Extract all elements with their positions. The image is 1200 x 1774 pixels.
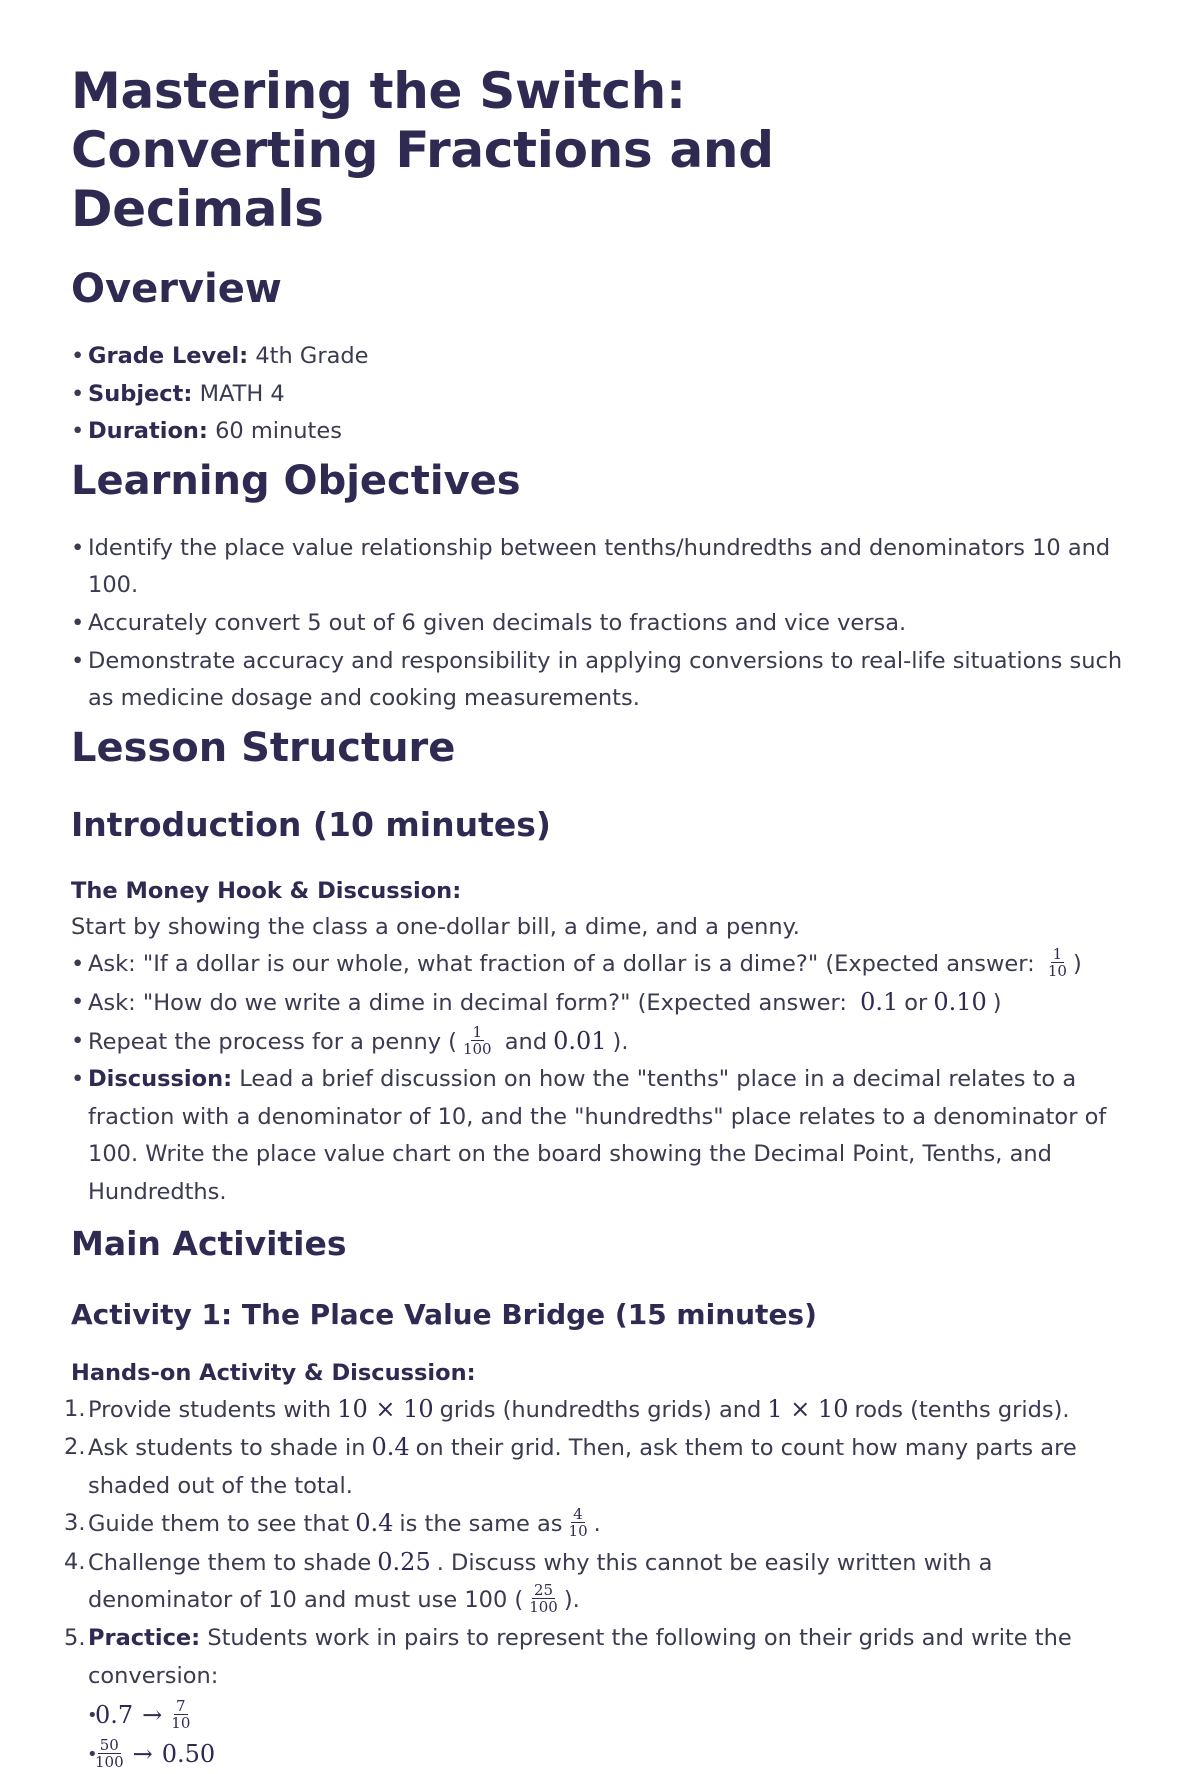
lesson-plan-page <box>64 62 1131 1774</box>
list-item: 3. Guide them to see that 0.4 is the same as $\frac{4}{10}$ . <box>64 1505 601 1541</box>
fraction: $\frac{25}{100}$ <box>529 1581 558 1617</box>
list-item: 1. Provide students with 10 × 10 grids (hundredths grids) and 1 × 10 rods (tenths grids). <box>64 1394 1070 1423</box>
main-activities-heading: Main Activities <box>71 1223 347 1263</box>
lesson-structure-heading: Lesson Structure <box>71 724 456 771</box>
fraction: $\frac{7}{10}$ <box>171 1697 191 1733</box>
list-item: • Subject: MATH 4 <box>71 376 1131 414</box>
list-item: • Duration: 60 minutes <box>71 413 1131 451</box>
intro-lead: Start by showing the class a one-dollar bill, a dime, and a penny. <box>71 913 800 940</box>
objectives-list <box>71 530 1131 718</box>
activity-1-heading: Activity 1: The Place Value Bridge (15 minutes) <box>71 1297 817 1331</box>
page-title: Mastering the Switch: Converting Fractions and Decimals <box>71 62 774 238</box>
list-item: • Demonstrate accuracy and responsibility in applying conversions to real-life situations such as medicine dosage and cooking measurements. <box>71 643 1131 718</box>
objectives-heading: Learning Objectives <box>71 457 521 504</box>
practice-item: • $\frac{50}{100}$ → 0.50 <box>71 1736 1131 1774</box>
money-hook-subheading: The Money Hook & Discussion: <box>71 877 462 904</box>
list-item: 4. Challenge them to shade 0.25 . Discuss why this cannot be easily written with a denominator of 10 and must use 100 ( $\frac{25}{100}$ ). <box>64 1547 993 1617</box>
practice-item: • 0.7 → $\frac{7}{10}$ <box>71 1697 1131 1736</box>
overview-heading: Overview <box>71 266 282 312</box>
list-item: 2. Ask students to shade in 0.4 on their grid. Then, ask them to count how many parts are shaded out of the total. <box>64 1433 1077 1499</box>
fraction: • $\frac{50}{100}$ <box>95 1735 124 1771</box>
fraction: $\frac{4}{10}$ <box>568 1505 588 1541</box>
list-item: • Identify the place value relationship between tenths/hundredths and denominators 10 and 100. <box>71 530 1131 605</box>
overview-list <box>71 338 1131 451</box>
list-item: • Ask: "If a dollar is our whole, what fraction of a dollar is a dime?" (Expected answer: $\frac{1}{10}$ ) <box>71 946 1131 984</box>
list-item: • Discussion: Lead a brief discussion on how the "tenths" place in a decimal relates to a fraction with a denominator of 10, and the "hundredths" place relates to a denominator of 100. Write the place value chart on the board showing the Decimal Point, Tenths, and Hundredths. <box>71 1061 1131 1211</box>
list-item: • Ask: "How do we write a dime in decimal form?" (Expected answer: 0.1 or 0.10 ) <box>71 984 1131 1023</box>
list-item: • Repeat the process for a penny ( $\frac{1}{100}$ and 0.01 ). <box>71 1023 1131 1062</box>
fraction: $\frac{1}{10}$ <box>1047 945 1067 981</box>
list-item: 5. Practice: Students work in pairs to represent the following on their grids and write the conversion: <box>64 1625 1072 1689</box>
fraction: $\frac{1}{100}$ <box>462 1022 492 1058</box>
list-item: • Accurately convert 5 out of 6 given decimals to fractions and vice versa. <box>71 605 1131 643</box>
list-item: • Grade Level: 4th Grade <box>71 338 1131 376</box>
hands-on-subheading: Hands-on Activity & Discussion: <box>71 1359 476 1386</box>
introduction-heading: Introduction (10 minutes) <box>71 804 551 844</box>
